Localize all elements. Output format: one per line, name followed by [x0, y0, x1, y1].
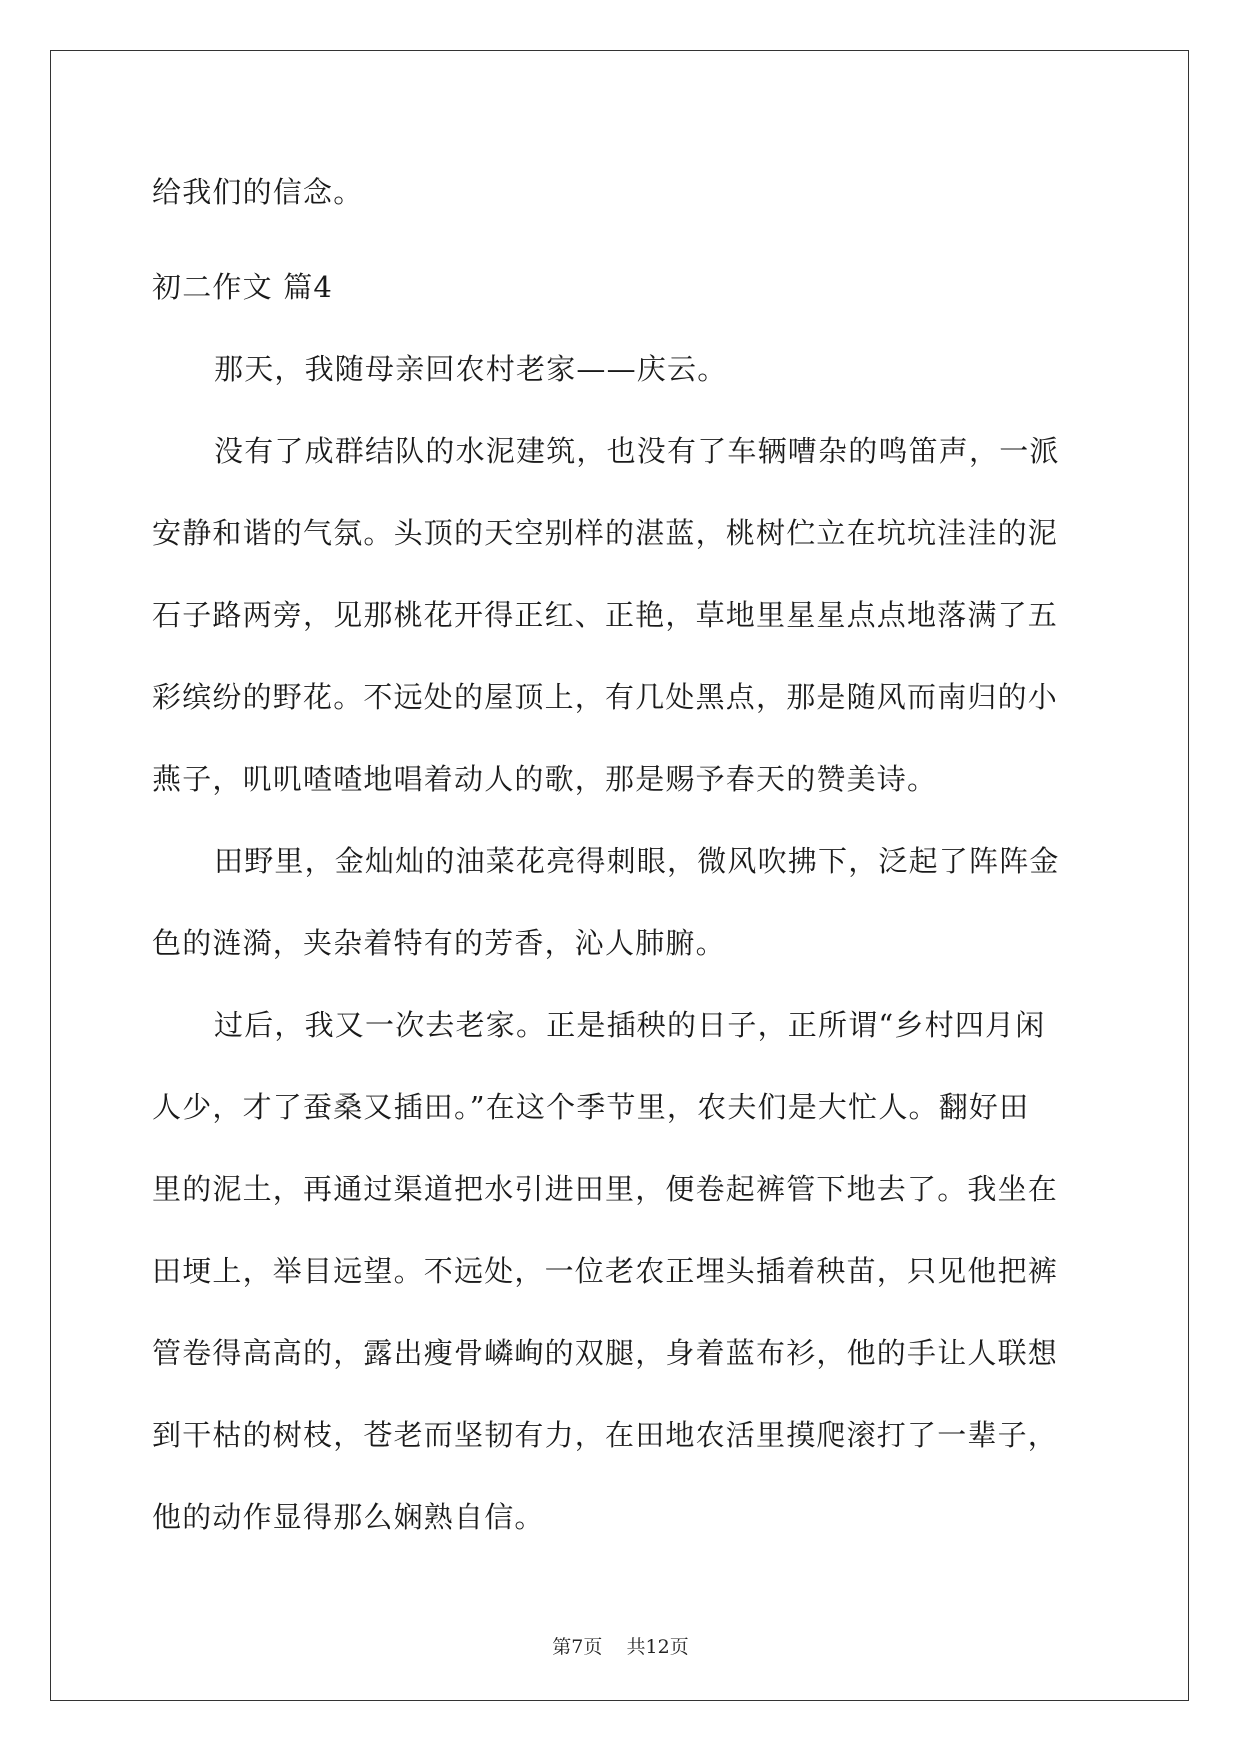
text-line: 管卷得高高的，露出瘦骨嶙峋的双腿，身着蓝布衫，他的手让人联想	[152, 1336, 1059, 1370]
section-heading: 初二作文 篇4	[152, 270, 334, 304]
text-line: 彩缤纷的野花。不远处的屋顶上，有几处黑点，那是随风而南归的小	[152, 680, 1059, 714]
text-line: 他的动作显得那么娴熟自信。	[152, 1500, 545, 1534]
text-line: 里的泥土，再通过渠道把水引进田里，便卷起裤管下地去了。我坐在	[152, 1172, 1059, 1206]
paragraph-start: 那天，我随母亲回农村老家——庆云。	[214, 352, 728, 386]
text-line: 给我们的信念。	[152, 175, 364, 209]
paragraph-start: 没有了成群结队的水泥建筑，也没有了车辆嘈杂的鸣笛声，一派	[214, 434, 1060, 468]
paragraph-start: 过后，我又一次去老家。正是插秧的日子，正所谓“乡村四月闲	[214, 1008, 1046, 1042]
text-line: 人少，才了蚕桑又插田。”在这个季节里，农夫们是大忙人。翻好田	[152, 1090, 1030, 1124]
text-line: 石子路两旁，见那桃花开得正红、正艳，草地里星星点点地落满了五	[152, 598, 1059, 632]
document-body	[152, 164, 1087, 1558]
page-number: 第7页 共12页	[552, 1636, 689, 1658]
text-line: 田埂上，举目远望。不远处，一位老农正埋头插着秧苗，只见他把裤	[152, 1254, 1059, 1288]
text-line: 到干枯的树枝，苍老而坚韧有力，在田地农活里摸爬滚打了一辈子，	[152, 1418, 1059, 1452]
text-line: 色的涟漪，夹杂着特有的芳香，沁人肺腑。	[152, 926, 726, 960]
paragraph-start: 田野里，金灿灿的油菜花亮得刺眼，微风吹拂下，泛起了阵阵金	[214, 844, 1060, 878]
text-line: 燕子，叽叽喳喳地唱着动人的歌，那是赐予春天的赞美诗。	[152, 762, 938, 796]
text-line: 安静和谐的气氛。头顶的天空别样的湛蓝，桃树伫立在坑坑洼洼的泥	[152, 516, 1059, 550]
